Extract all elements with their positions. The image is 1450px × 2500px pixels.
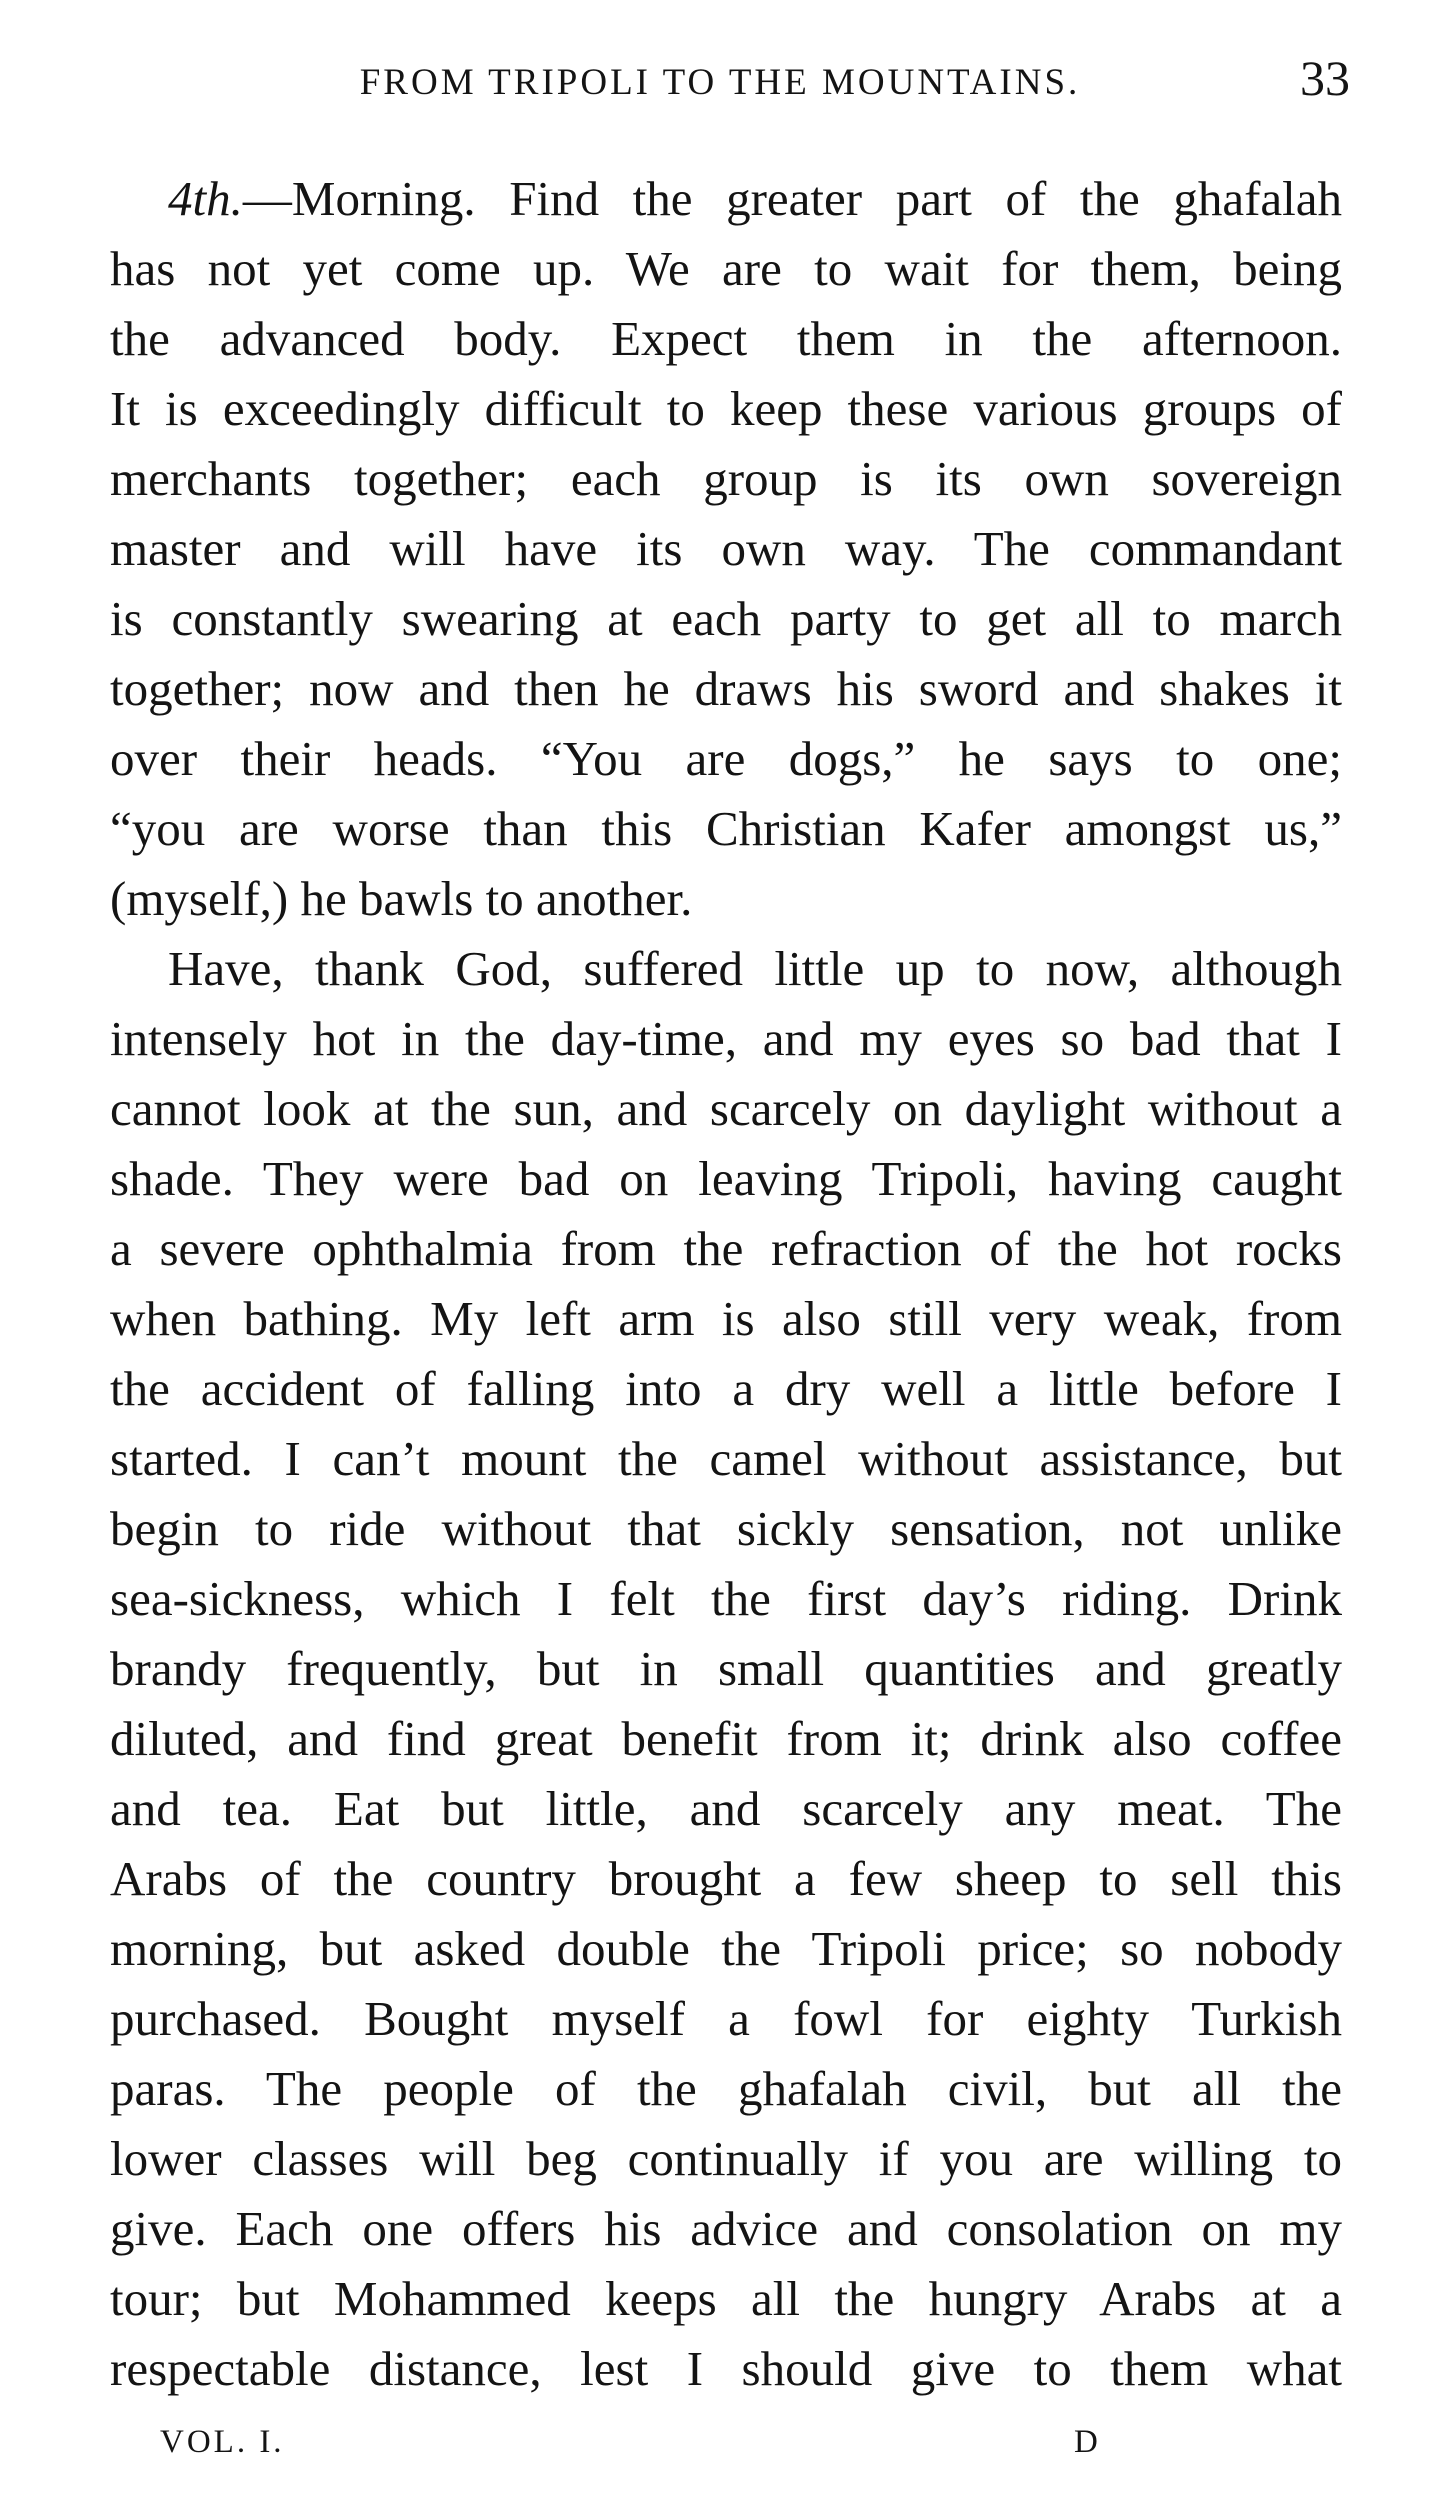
text-line: and tea. Eat but little, and scarcely any meat. The (110, 1781, 1342, 1836)
gathering-signature: D (1074, 2424, 1098, 2460)
running-head: FROM TRIPOLI TO THE MOUNTAINS. (359, 62, 1081, 103)
text-line: brandy frequently, but in small quantities and greatly (110, 1641, 1342, 1696)
text-line: shade. They were bad on leaving Tripoli, having caught (110, 1151, 1342, 1206)
text-line: merchants together; each group is its own sovereign (110, 451, 1342, 506)
text-line: when bathing. My left arm is also still very weak, from (110, 1291, 1342, 1346)
text-line: over their heads. “You are dogs,” he says to one; (110, 731, 1342, 786)
paragraph-1 (110, 164, 1342, 934)
text-line (110, 164, 1342, 234)
text-line: “you are worse than this Christian Kafer amongst us,” (110, 801, 1342, 856)
text-line: respectable distance, lest I should give to them what (110, 2341, 1342, 2396)
text-line: paras. The people of the ghafalah civil, but all the (110, 2061, 1342, 2116)
text-line: give. Each one offers his advice and consolation on my (110, 2201, 1342, 2256)
text-line: cannot look at the sun, and scarcely on daylight without a (110, 1081, 1342, 1136)
paragraph-2 (110, 934, 1342, 2404)
text-line: lower classes will beg continually if you are willing to (110, 2131, 1342, 2186)
text-line: a severe ophthalmia from the refraction of the hot rocks (110, 1221, 1342, 1276)
text-line: (myself,) he bawls to another. (110, 871, 693, 926)
text-line: Arabs of the country brought a few sheep to sell this (110, 1851, 1342, 1906)
text-line: has not yet come up. We are to wait for them, being (110, 241, 1342, 296)
body-text (110, 164, 1342, 2404)
text-line: master and will have its own way. The commandant (110, 521, 1342, 576)
volume-signature: VOL. I. (160, 2424, 285, 2460)
text-line: It is exceedingly difficult to keep these various groups of (110, 381, 1342, 436)
text-line: diluted, and find great benefit from it; drink also coffee (110, 1711, 1342, 1766)
text-line: Have, thank God, suffered little up to now, although (168, 941, 1342, 996)
page-number: 33 (1300, 50, 1350, 106)
text-line: tour; but Mohammed keeps all the hungry Arabs at a (110, 2271, 1342, 2326)
text-line: sea-sickness, which I felt the first day’s riding. Drink (110, 1571, 1342, 1626)
text-line: started. I can’t mount the camel without assistance, but (110, 1431, 1342, 1486)
text-line: is constantly swearing at each party to get all to march (110, 591, 1342, 646)
text-line: the accident of falling into a dry well a little before I (110, 1361, 1342, 1416)
text-line: purchased. Bought myself a fowl for eighty Turkish (110, 1991, 1342, 2046)
text-line: the advanced body. Expect them in the afternoon. (110, 311, 1342, 366)
date-label: 4th. (168, 171, 243, 226)
text-line: morning, but asked double the Tripoli price; so nobody (110, 1921, 1342, 1976)
text-line: together; now and then he draws his sword and shakes it (110, 661, 1342, 716)
text-line: begin to ride without that sickly sensation, not unlike (110, 1501, 1342, 1556)
text-line: intensely hot in the day-time, and my eyes so bad that I (110, 1011, 1342, 1066)
line-text: —Morning. Find the greater part of the ghafalah (242, 171, 1342, 226)
